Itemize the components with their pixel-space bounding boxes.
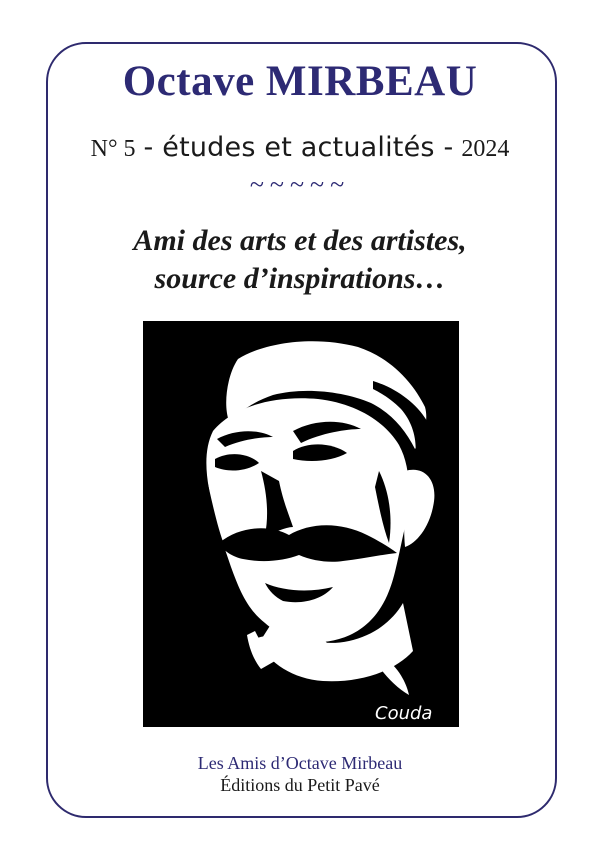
tilde-ornament: ~~~~~	[249, 170, 351, 199]
cover-title: Octave MIRBEAU	[122, 58, 478, 105]
portrait-signature: Couda	[375, 703, 433, 724]
series-title: - études et actualités -	[143, 132, 454, 163]
cover-footer	[0, 752, 600, 796]
headline-line-2: source d’inspirations…	[154, 262, 446, 295]
footer-publisher: Éditions du Petit Pavé	[220, 775, 380, 795]
cover-headline	[0, 222, 600, 298]
footer-association: Les Amis d’Octave Mirbeau	[197, 753, 403, 773]
headline-line-1: Ami des arts et des artistes,	[133, 224, 467, 257]
issue-number: N° 5	[90, 136, 136, 162]
portrait-image	[143, 321, 459, 727]
subtitle-row	[0, 132, 600, 163]
issue-year: 2024	[461, 136, 510, 162]
portrait-illustration	[143, 321, 459, 727]
